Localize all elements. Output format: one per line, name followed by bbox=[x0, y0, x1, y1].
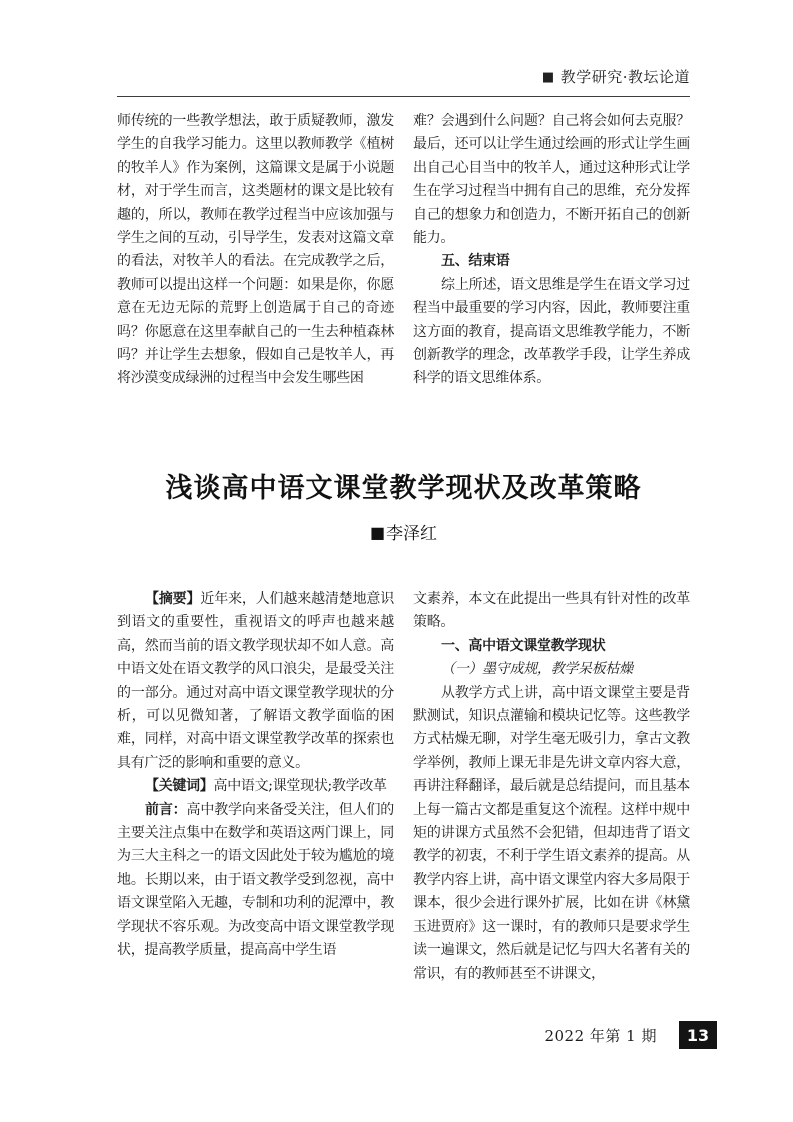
abstract-label: 【摘要】 bbox=[145, 591, 201, 607]
issue-info: 2022 年第 1 期 bbox=[544, 1026, 657, 1045]
page-number-badge: 13 bbox=[679, 1021, 717, 1049]
body-paragraph: 综上所述，语文思维是学生在语文学习过程当中最重要的学习内容，因此，教师要注重这方面的教育，提高语文思维教学能力，不断创新教学的理念，改革教学手段，让学生养成科学的语文思维体系。 bbox=[413, 276, 690, 387]
main-article-left-column bbox=[117, 588, 394, 1002]
body-paragraph: 难？会遇到什么问题？自己将会如何去克服？最后，还可以让学生通过绘画的形式让学生画出自己心目当中的牧羊人，通过这种形式让学生在学习过程当中拥有自己的思维，充分发挥自己的想象力和创造力，不断开拓自己的创新能力。 bbox=[413, 113, 690, 247]
keywords-text: 高中语文;课堂现状;教学改革 bbox=[213, 778, 387, 795]
subsection-heading: （一）墨守成规，教学呆板枯燥 bbox=[441, 661, 633, 678]
abstract-paragraph bbox=[117, 588, 394, 775]
section-heading-conclusion: 五、结束语 bbox=[441, 253, 510, 270]
previous-article-left-column bbox=[117, 110, 394, 402]
previous-article-right-column bbox=[413, 110, 690, 402]
main-article-block bbox=[117, 588, 690, 1002]
introduction-paragraph bbox=[117, 799, 394, 963]
keywords-paragraph bbox=[117, 775, 394, 798]
author-line bbox=[117, 519, 690, 544]
header-section-label: 教学研究·教坛论道 bbox=[560, 68, 690, 86]
abstract-text: 近年来，人们越来越清楚地意识到语文的重要性，重视语文的呼声也越来越高，然而当前的语文教学现状却不如人意。高中语文处在语文教学的风口浪尖，是最受关注的一部分。通过对高中语文课堂教学现状的分析，可以见微知著，了解语文教学面临的困难，同样，对高中语文课堂教学改革的探索也具有广泛的影响和重要的意义。 bbox=[117, 591, 394, 771]
author-name: 李泽红 bbox=[386, 524, 438, 544]
introduction-text: 高中教学向来备受关注，但人们的主要关注点集中在数学和英语这两门课上，同为三大主科之一的语文因此处于较为尴尬的境地。长期以来，由于语文教学受到忽视，高中语文课堂陷入无趣，专制和功利的泥潭中，教学现状不容乐观。为改变高中语文课堂教学现状，提高教学质量，提高高中学生语 bbox=[117, 801, 394, 959]
body-paragraph: 师传统的一些教学想法，敢于质疑教师，激发学生的自我学习能力。这里以教师教学《植树的牧羊人》作为案例，这篇课文是属于小说题材，对于学生而言，这类题材的课文是比较有趣的，所以，教师在教学过程当中应该加强与学生之间的互动，引导学生，发表对这篇文章的看法，对牧羊人的看法。在完成教学之后，教师可以提出这样一个问题：如果是你，你愿意在无边无际的荒野上创造属于自己的奇迹吗？你愿意在这里奉献自己的一生去种植森林吗？并让学生去想象，假如自己是牧羊人，再将沙漠变成绿洲的过程当中会发生哪些困 bbox=[117, 113, 394, 387]
previous-article-block bbox=[117, 110, 690, 402]
article-title: 浅谈高中语文课堂教学现状及改革策略 bbox=[165, 473, 642, 504]
introduction-label: 前言： bbox=[145, 801, 187, 818]
body-paragraph: 文素养，本文在此提出一些具有针对性的改革策略。 bbox=[413, 591, 690, 631]
main-article-right-column bbox=[413, 588, 690, 1002]
page-header bbox=[117, 66, 690, 97]
body-paragraph: 从教学方式上讲，高中语文课堂主要是背默测试，知识点灌输和模块记忆等。这些教学方式枯燥无聊，对学生毫无吸引力，拿古文教学举例，教师上课无非是先讲文章内容大意，再讲注释翻译，最后就是总结提问，而且基本上每一篇古文都是重复这个流程。这样中规中矩的讲课方式虽然不会犯错，但却违背了语文教学的初衷，不利于学生语文素养的提高。从教学内容上讲，高中语文课堂内容大多局限于课本，很少会进行课外扩展，比如在讲《林黛玉进贾府》这一课时，有的教师只是要求学生读一遍课文，然后就是记忆与四大名著有关的常识，有的教师甚至不讲课文， bbox=[413, 684, 690, 982]
page-footer bbox=[544, 1021, 717, 1049]
section-heading-current-status: 一、高中语文课堂教学现状 bbox=[441, 637, 606, 654]
keywords-label: 【关键词】 bbox=[145, 778, 214, 795]
square-marker-icon: ■ bbox=[541, 70, 555, 85]
author-marker-icon: ■ bbox=[369, 523, 386, 542]
